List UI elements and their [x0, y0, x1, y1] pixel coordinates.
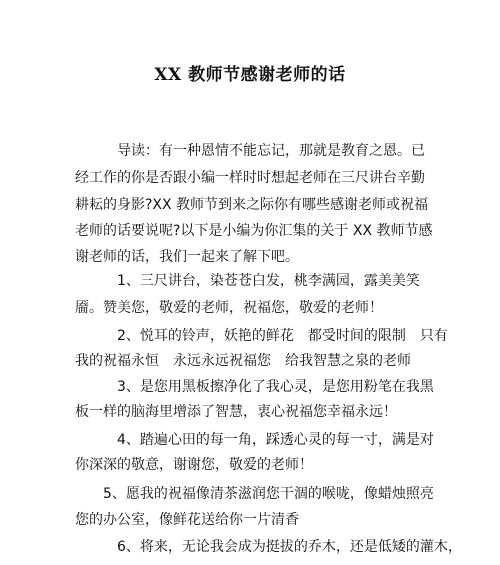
paragraph-line: 谢老师的话，我们一起来了解下吧。: [75, 249, 299, 265]
paragraph-line: 4、踏遍心田的每一角，踩透心灵的每一寸，满是对: [75, 432, 434, 448]
paragraph-line: 2、悦耳的铃声，妖艳的鲜花 都受时间的限制 只有: [75, 328, 448, 344]
paragraph-line: 我的祝福永恒 永远永远祝福您 给我智慧之泉的老师: [75, 353, 411, 369]
paragraph-line: 3、是您用黑板擦净化了我心灵，是您用粉笔在我黑: [75, 379, 434, 395]
paragraph-line: 耕耘的身影?XX 教师节到来之际你有哪些感谢老师或祝福: [75, 197, 429, 213]
paragraph-line: 您的办公室，像鲜花送给你一片清香: [75, 512, 299, 528]
paragraph-line: 6、将来，无论我会成为挺拔的乔木，还是低矮的灌木，: [75, 539, 462, 555]
paragraph-line: 老师的话要说呢?以下是小编为你汇集的关于 XX 教师节感: [75, 223, 433, 239]
paragraph-line: 经工作的你是否跟小编一样时时想起老师在三尺讲台辛勤: [75, 170, 425, 186]
paragraph-line: 5、愿我的祝福像清茶滋润您干涸的喉咙，像蜡烛照亮: [75, 486, 434, 502]
paragraph-line: 1、三尺讲台，染苍苍白发，桃李满园，露美美笑: [75, 273, 420, 289]
document-title: XX 教师节感谢老师的话: [154, 65, 346, 85]
paragraph-line: 导读：有一种恩情不能忘记，那就是教育之恩。已: [75, 143, 425, 159]
paragraph-line: 板一样的脑海里增添了智慧，衷心祝福您幸福永远！: [75, 404, 397, 420]
paragraph-line: 你深深的敬意，谢谢您，敬爱的老师！: [75, 457, 313, 473]
paragraph-line: 靥。赞美您，敬爱的老师，祝福您，敬爱的老师！: [75, 300, 383, 316]
